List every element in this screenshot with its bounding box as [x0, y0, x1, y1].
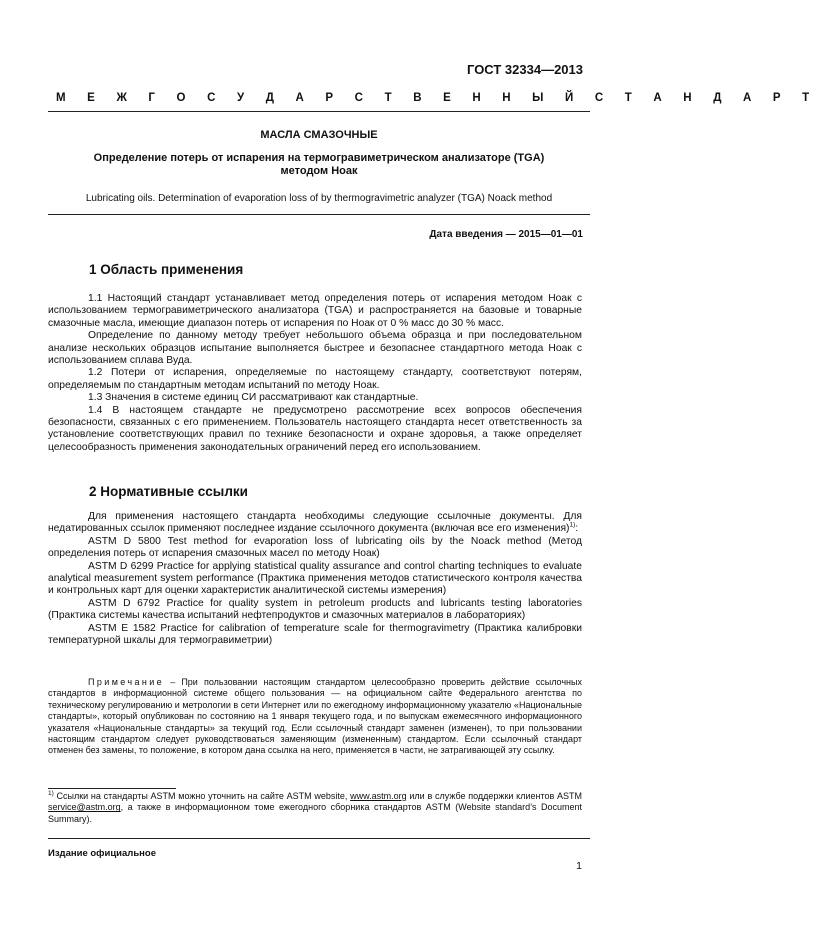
note-label: Примечание: [88, 677, 165, 687]
note-block: [48, 677, 582, 757]
footnote-text-c: , а также в информационном томе ежегодного сборника стандартов ASTM (Website standard’s Document Summary).: [48, 802, 582, 824]
section-1-heading: 1 Область применения: [89, 262, 244, 277]
paragraph: [48, 511, 582, 536]
footnote-marker: 1): [569, 521, 576, 529]
astm-service-email-link[interactable]: service@astm.org: [48, 802, 121, 813]
page-number: 1: [576, 860, 582, 872]
astm-website-link[interactable]: www.astm.org: [350, 791, 407, 801]
footnote-rule: [48, 788, 176, 789]
subtitle-line-2: методом Ноак: [280, 165, 358, 177]
paragraph: 1.3 Значения в системе единиц СИ рассматривают как стандартные.: [88, 392, 419, 404]
note-paragraph: [48, 677, 582, 757]
introduction-date: Дата введения — 2015—01—01: [429, 229, 583, 240]
section-2-body: [48, 511, 582, 647]
document-subtitle: [48, 152, 590, 178]
intro-text: Для применения настоящего стандарта необходимы следующие ссылочные документы. Для недатированных ссылок применяют последнее издание ссылочного документа (включая все его изменения): [48, 511, 582, 535]
interstate-standard-label: М Е Ж Г О С У Д А Р С Т В Е Н Н Ы Й С Т А Н Д А Р Т: [56, 92, 818, 104]
document-title: МАСЛА СМАЗОЧНЫЕ: [260, 129, 378, 141]
reference-item: ASTM D 6792 Practice for quality system in petroleum products and lubricants testing laboratories (Практика системы качества испытаний нефтепродуктов и смазочных материалов в лабораториях): [48, 597, 582, 622]
header-rule: [48, 111, 590, 112]
note-text: – При пользовании настоящим стандартом целесообразно проверить действие ссылочных стандартов в информационной системе общего пользования — на официальном сайте Федерального агентства по техническому регулированию и метрологии в сети Интернет или по ежегодному информационному указателю «Национальные стандарты», который опубликован по состоянию на 1 января текущего года, и по выпускам ежемесячного информационного указателя «Национальные стандарты» за текущий год. Если ссылочный стандарт заменен (изменен), то при пользовании настоящим стандартом следует руководствоваться заменяющим (измененным) стандартом. Если ссылочный стандарт отменен без замены, то положение, в котором дана ссылка на него, применяется в части, не затрагивающей эту ссылку.: [48, 677, 582, 756]
title-rule: [48, 214, 590, 215]
reference-item: ASTM D 5800 Test method for evaporation loss of lubricating oils by the Noack method (Метод определения потерь от испарения смазочных масел по методу Ноак): [48, 535, 582, 560]
subtitle-line-1: Определение потерь от испарения на термогравиметрическом анализаторе (TGA): [93, 152, 545, 164]
paragraph: 1.2 Потери от испарения, определяемые по настоящему стандарту, соответствуют потерям, определяемым по стандартным методам испытаний по методу Ноак.: [48, 367, 582, 391]
paragraph: 1.4 В настоящем стандарте не предусмотрено рассмотрение всех вопросов обеспечения безопасности, связанных с его применением. Пользователь настоящего стандарта несет ответственность за установление соответствующих правил по технике безопасности и охране здоровья, а также определяет целесообразность применения законодательных ограничений перед его использованием.: [48, 404, 582, 453]
standard-number: ГОСТ 32334—2013: [467, 62, 583, 77]
reference-item: ASTM D 6299 Practice for applying statistical quality assurance and control charting techniques to evaluate analytical measurement system performance (Практика применения методов статистического контроля качества и контрольных карт для оценки характеристик аналитической системы измерения): [48, 560, 582, 597]
paragraph: 1.1 Настоящий стандарт устанавливает метод определения потерь от испарения методом Ноак с использованием термогравиметрического анализатора (TGA) и распространяется на базовые и товарные смазочные масла, имеющие диапазон потерь от испарения по Ноак от 0 % масс до 30 % масс.: [48, 293, 582, 329]
footnote-text-a: Ссылки на стандарты ASTM можно уточнить на сайте ASTM website,: [53, 791, 351, 801]
intro-end: :: [575, 523, 579, 535]
reference-item: ASTM E 1582 Practice for calibration of temperature scale for thermogravimetry (Практика калибровки температурной шкалы для термогравиметрии): [48, 622, 582, 647]
footnote-marker: 1): [48, 790, 54, 797]
official-edition-label: Издание официальное: [48, 848, 156, 859]
paragraph: Определение по данному методу требует небольшого объема образца и при последовательном анализе нескольких образцов испытание выполняется быстрее и безопаснее стандартного метода Ноак с использованием сплава Вуда.: [48, 330, 582, 367]
section-2-heading: 2 Нормативные ссылки: [89, 484, 248, 499]
english-title: Lubricating oils. Determination of evaporation loss of by thermogravimetric analyzer (TGA) Noack method: [85, 193, 553, 204]
edition-rule: [48, 838, 590, 839]
footnote-text-b: или в службе поддержки клиентов ASTM: [406, 791, 582, 801]
footnote: [48, 791, 582, 825]
section-1-body: [48, 293, 582, 454]
